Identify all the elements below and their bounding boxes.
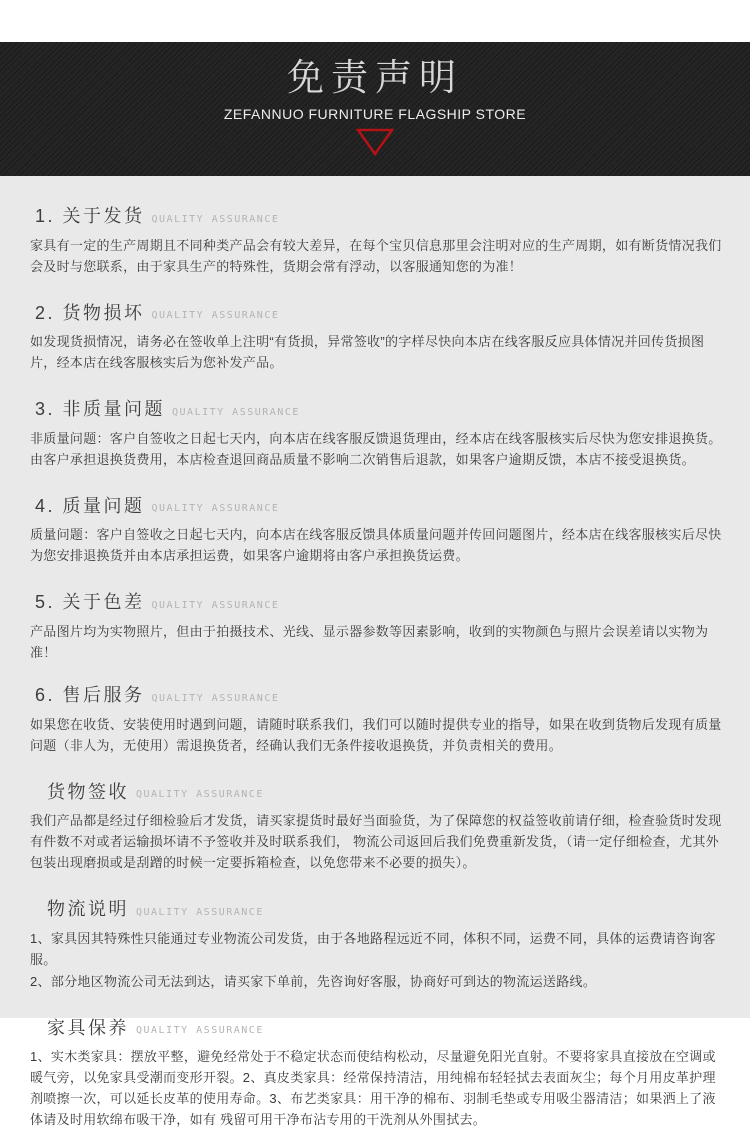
quality-assurance-watermark: QUALITY ASSURANCE — [136, 906, 264, 918]
store-subtitle: ZEFANNUO FURNITURE FLAGSHIP STORE — [223, 105, 527, 122]
section-heading: 3. 非质量问题 — [35, 399, 166, 420]
section-heading-row — [47, 1018, 728, 1040]
section-paragraph: 我们产品都是经过仔细检验后才发货，请买家提货时最好当面验货，为了保障您的权益签收前请仔细，检查验货时发现有件数不对或者运输损坏请不予签收并及时联系我们， 物流公司返回后我们免费重新发货，（请一定仔细检查，尤其外包装出现磨损或是刮蹭的时候一定要拆箱检查，以免您带来不必要的损失）。 — [30, 813, 722, 871]
disclaimer-body — [0, 176, 750, 1128]
section-logistics — [0, 899, 728, 992]
section-heading: 物流说明 — [47, 899, 129, 920]
quality-assurance-watermark: QUALITY ASSURANCE — [136, 789, 264, 801]
section-heading-row — [35, 303, 728, 325]
section-heading: 1. 关于发货 — [35, 206, 145, 226]
section-furniture-care — [0, 1018, 728, 1130]
quality-assurance-watermark: QUALITY ASSURANCE — [151, 599, 280, 611]
section-damage — [0, 303, 728, 374]
section-heading: 5. 关于色差 — [35, 592, 145, 613]
section-paragraph: 2、部分地区物流公司无法到达，请买家下单前，先咨询好客服，协商好可到达的物流运送路线。 — [30, 973, 597, 989]
section-non-quality-issue — [0, 399, 728, 470]
quality-assurance-watermark: QUALITY ASSURANCE — [151, 213, 280, 225]
section-heading: 2. 货物损坏 — [35, 302, 145, 323]
section-paragraph: 质量问题：客户自签收之日起七天内，向本店在线客服反馈具体质量问题并传回问题图片，经本店在线客服核实后尽快为您安排退换货并由本店承担运费，如果客户逾期将由客户承担换货运费。 — [30, 527, 722, 564]
page-title: 免责声明 — [287, 57, 463, 98]
quality-assurance-watermark: QUALITY ASSURANCE — [151, 310, 280, 322]
section-heading: 货物签收 — [47, 781, 129, 802]
quality-assurance-watermark: QUALITY ASSURANCE — [172, 406, 300, 418]
section-paragraph: 家具有一定的生产周期且不同种类产品会有较大差异，在每个宝贝信息那里会注明对应的生产周期，如有断货情况我们会及时与您联系，由于家具生产的特殊性，货期会常有浮动，以客服通知您的为准！ — [30, 237, 722, 274]
top-strip — [0, 0, 750, 42]
section-heading-row — [47, 899, 728, 921]
section-paragraph: 1、家具因其特殊性只能通过专业物流公司发货，由于各地路程远近不同，体积不同，运费不同，具体的运费请咨询客服。 — [30, 930, 716, 967]
section-heading-row — [35, 592, 728, 614]
down-triangle-shape — [358, 130, 392, 154]
quality-assurance-watermark: QUALITY ASSURANCE — [136, 1025, 264, 1037]
section-heading: 家具保养 — [47, 1017, 129, 1038]
section-quality-issue — [0, 496, 728, 567]
section-heading-row — [47, 782, 728, 804]
disclaimer-header — [0, 42, 750, 176]
section-paragraph: 如果您在收货、安装使用时遇到问题，请随时联系我们，我们可以随时提供专业的指导，如果在收到货物后发现有质量问题（非人为，无使用）需退换货者，经确认我们无条件接收退换货，并负责相关的费用。 — [30, 716, 722, 753]
down-triangle-icon — [356, 128, 394, 156]
section-paragraph: 非质量问题：客户自签收之日起七天内，向本店在线客服反馈退货理由，经本店在线客服核实后尽快为您安排退换货。由客户承担退换货费用，本店检查退回商品质量不影响二次销售后退款，如果客户逾期反馈，本店不接受退换货。 — [30, 430, 722, 467]
section-heading: 4. 质量问题 — [35, 495, 145, 516]
section-heading-row — [35, 685, 728, 707]
section-shipping — [0, 206, 728, 277]
section-heading-row — [35, 496, 728, 518]
section-color-difference — [0, 592, 728, 663]
section-heading-row — [35, 206, 728, 228]
section-paragraph: 产品图片均为实物照片，但由于拍摄技术、光线、显示器参数等因素影响，收到的实物颜色与照片会误差请以实物为准！ — [30, 623, 709, 660]
section-goods-receipt — [0, 782, 728, 874]
section-paragraph: 如发现货损情况，请务必在签收单上注明“有货损，异常签收”的字样尽快向本店在线客服反应具体情况并回传货损图片，经本店在线客服核实后为您补发产品。 — [30, 334, 705, 371]
section-after-sales — [0, 685, 728, 756]
quality-assurance-watermark: QUALITY ASSURANCE — [151, 503, 280, 515]
quality-assurance-watermark: QUALITY ASSURANCE — [151, 692, 280, 704]
section-paragraph: 1、实木类家具：摆放平整，避免经常处于不稳定状态而使结构松动，尽量避免阳光直射。不要将家具直接放在空调或暖气旁，以免家具受潮而变形开裂。2、真皮类家具：经常保持清洁，用纯棉布轻轻拭去表面灰尘；每个月用皮革护理剂喷擦一次，可以延长皮革的使用寿命。3、布艺类家具：用干净的棉布、羽制毛垫或专用吸尘器清洁；如果洒上了液体请及时用软绵布吸干净，如有 残留可用干净布沾专用的干洗剂从外围拭去。 — [30, 1049, 716, 1128]
section-heading: 6. 售后服务 — [35, 684, 145, 705]
section-heading-row — [35, 399, 728, 421]
